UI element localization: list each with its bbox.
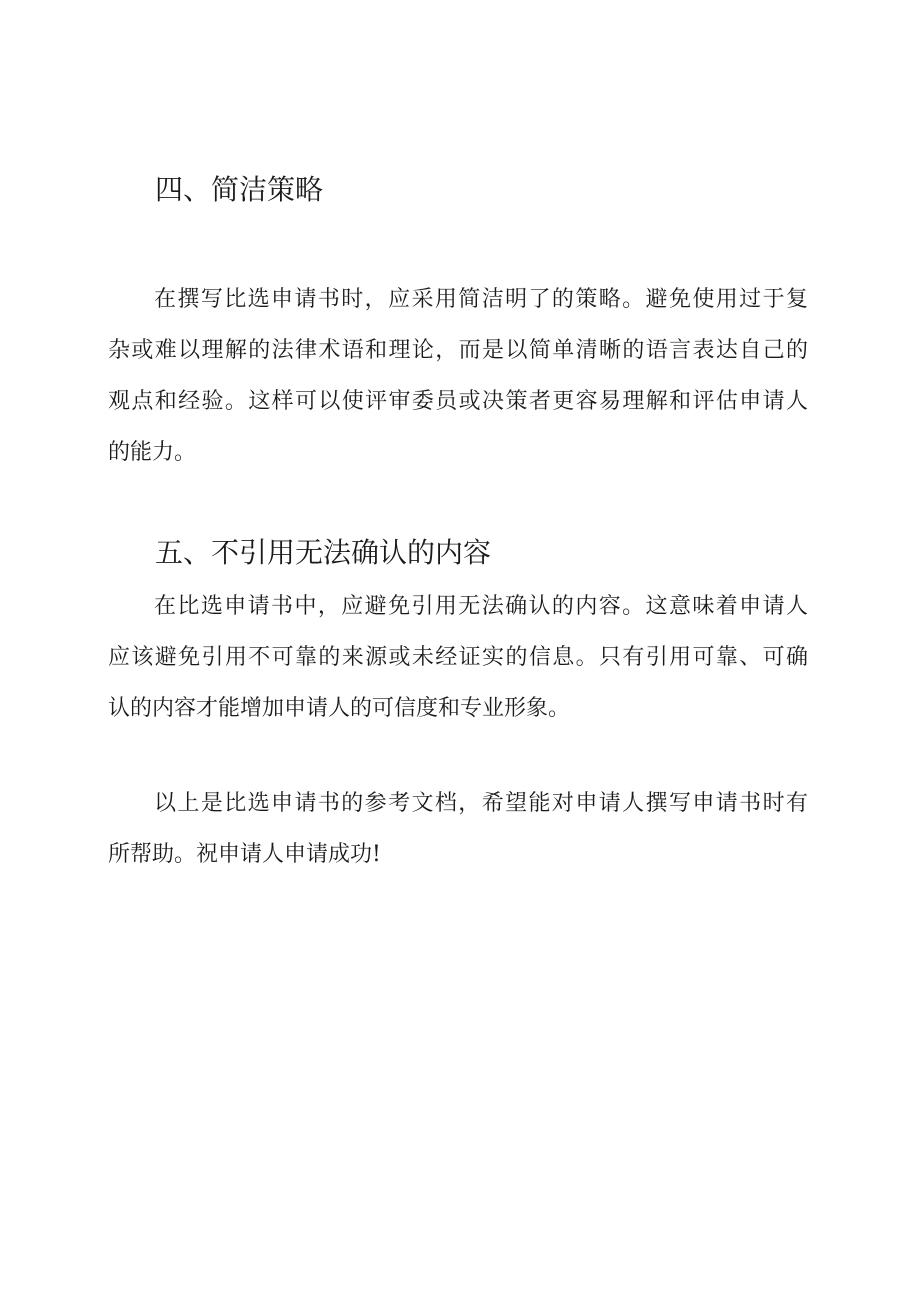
paragraph-line: 在撰写比选申请书时，应采用简洁明了的策略。避免使用过于复 — [154, 287, 808, 312]
paragraph-conclusion — [108, 778, 808, 880]
paragraph-line: 在比选申请书中，应避免引用无法确认的内容。这意味着申请人 — [154, 594, 808, 619]
paragraph-line: 以上是比选申请书的参考文档，希望能对申请人撰写申请书时有 — [154, 791, 808, 816]
section-heading-concise-strategy: 四、简洁策略 — [155, 173, 324, 206]
paragraph-no-unverifiable-content — [108, 581, 808, 734]
paragraph-concise-strategy — [108, 274, 808, 478]
paragraph-line: 观点和经验。这样可以使评审委员或决策者更容易理解和评估申请人 — [108, 389, 808, 414]
paragraph-line: 杂或难以理解的法律术语和理论，而是以简单清晰的语言表达自己的 — [108, 338, 808, 363]
paragraph-line: 所帮助。祝申请人申请成功! — [108, 842, 381, 867]
paragraph-line: 的能力。 — [108, 440, 197, 465]
section-heading-no-unverifiable-content: 五、不引用无法确认的内容 — [155, 536, 492, 569]
paragraph-line: 应该避免引用不可靠的来源或未经证实的信息。只有引用可靠、可确 — [108, 645, 808, 670]
paragraph-line: 认的内容才能增加申请人的可信度和专业形象。 — [108, 696, 571, 721]
